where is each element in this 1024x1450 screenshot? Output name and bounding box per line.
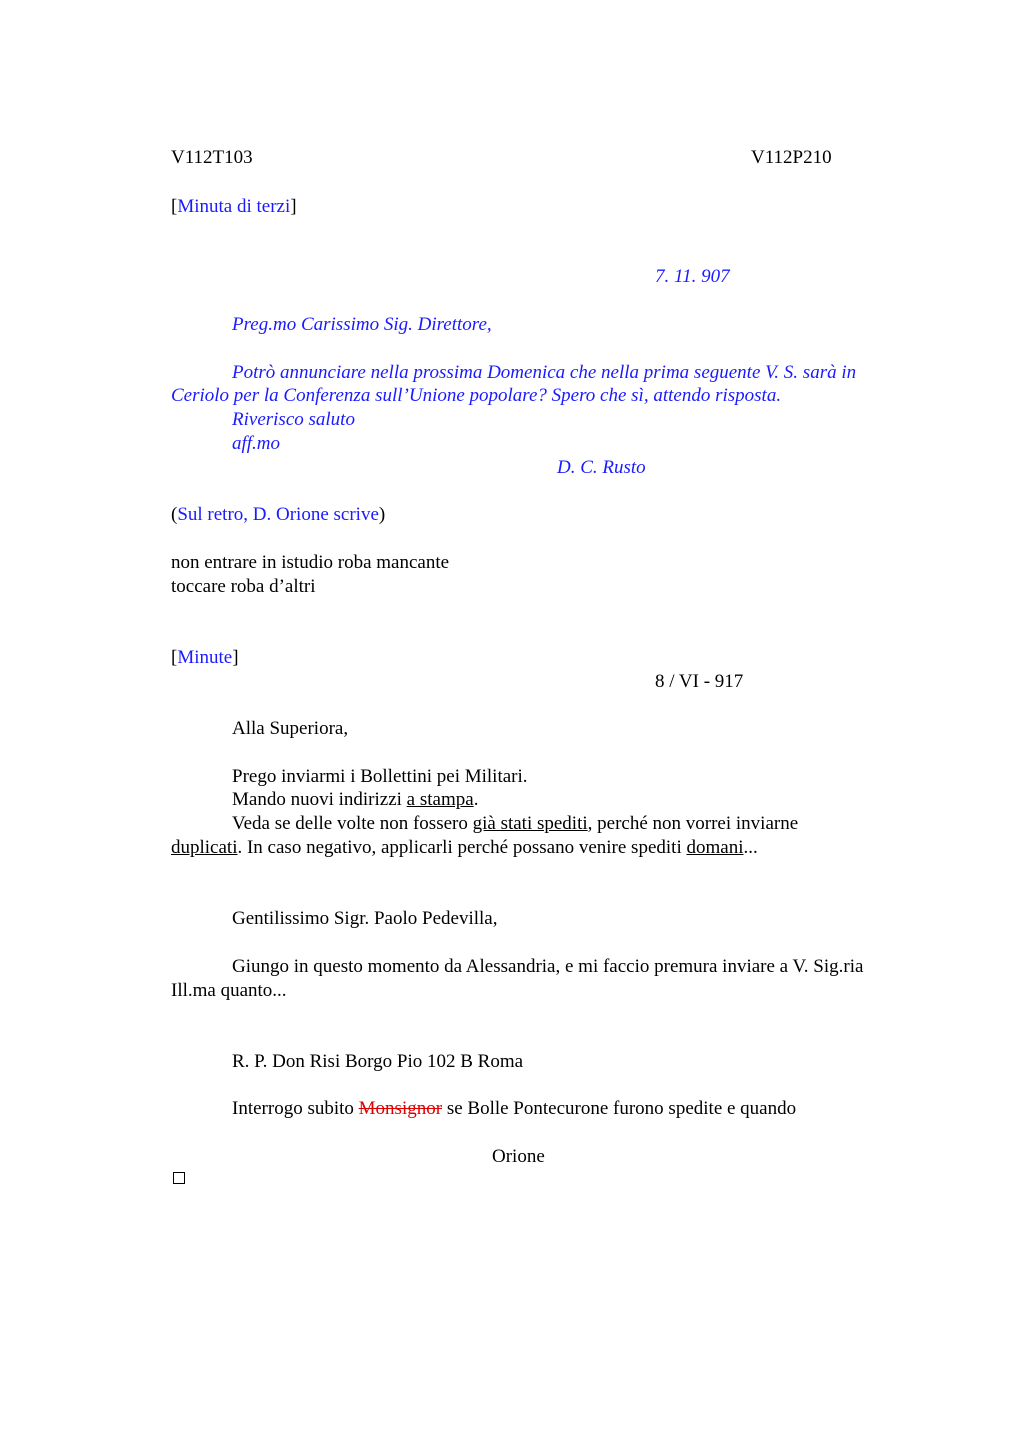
underlined-text: domani xyxy=(686,837,744,858)
document-code-right: V112P210 xyxy=(751,147,832,168)
text-run: Interrogo subito xyxy=(232,1098,359,1119)
letter-date: 7. 11. 907 xyxy=(655,266,730,287)
letter-body-line: Giungo in questo momento da Alessandria, e mi faccio premura inviare a V. Sig.ria xyxy=(232,956,864,977)
letter-salutation: Gentilissimo Sigr. Paolo Pedevilla, xyxy=(232,908,498,929)
editorial-note: (Sul retro, D. Orione scrive) xyxy=(171,504,386,525)
document-code-left: V112T103 xyxy=(171,147,253,168)
underlined-text: a stampa xyxy=(406,789,474,810)
letter-date: 8 / VI - 917 xyxy=(655,671,744,692)
letter-salutation: Preg.mo Carissimo Sig. Direttore, xyxy=(232,314,492,335)
letter-body-line: Ill.ma quanto... xyxy=(171,980,287,1001)
underlined-text: duplicati xyxy=(171,837,238,858)
underlined-text: già stati spediti xyxy=(472,813,588,834)
letter-body-line xyxy=(232,1097,796,1121)
note-line: non entrare in istudio roba mancante xyxy=(171,552,450,573)
text-run: Mando nuovi indirizzi xyxy=(232,789,407,810)
letter-closing: aff.mo xyxy=(232,433,281,454)
text-run: ... xyxy=(743,837,758,858)
letter-signature: Orione xyxy=(492,1146,545,1167)
letter-body-line: Ceriolo per la Conferenza sull’Unione popolare? Spero che sì, attendo risposta. xyxy=(171,385,782,406)
struck-text: Monsignor xyxy=(358,1098,443,1119)
section-label-text: Minuta di terzi xyxy=(177,196,291,217)
letter-body-line: Prego inviarmi i Bollettini pei Militari. xyxy=(232,766,528,787)
letter-closing: Riverisco saluto xyxy=(232,409,355,430)
letter-address: R. P. Don Risi Borgo Pio 102 B Roma xyxy=(232,1051,524,1072)
section-label-text: Minute xyxy=(177,647,233,668)
letter-body-line xyxy=(232,788,478,812)
text-run: se Bolle Pontecurone furono spedite e quando xyxy=(442,1098,797,1119)
text-run: . In caso negativo, applicarli perché possano venire spediti xyxy=(237,837,687,858)
text-run: Veda se delle volte non fossero xyxy=(232,813,473,834)
letter-body-line xyxy=(171,836,758,860)
section-label-minuta-di-terzi: [Minuta di terzi] xyxy=(171,196,297,217)
letter-body-line: Potrò annunciare nella prossima Domenica che nella prima seguente V. S. sarà in xyxy=(232,362,857,383)
letter-signature: D. C. Rusto xyxy=(557,457,646,478)
text-run: , perché non vorrei inviarne xyxy=(587,813,799,834)
checkbox-icon xyxy=(173,1172,185,1184)
letter-salutation: Alla Superiora, xyxy=(232,718,349,739)
editorial-note-text: Sul retro, D. Orione scrive xyxy=(177,504,379,525)
section-label-minute: [Minute] xyxy=(171,647,239,668)
text-run: . xyxy=(473,789,479,810)
letter-body-line xyxy=(232,812,798,836)
note-line: toccare roba d’altri xyxy=(171,576,316,597)
